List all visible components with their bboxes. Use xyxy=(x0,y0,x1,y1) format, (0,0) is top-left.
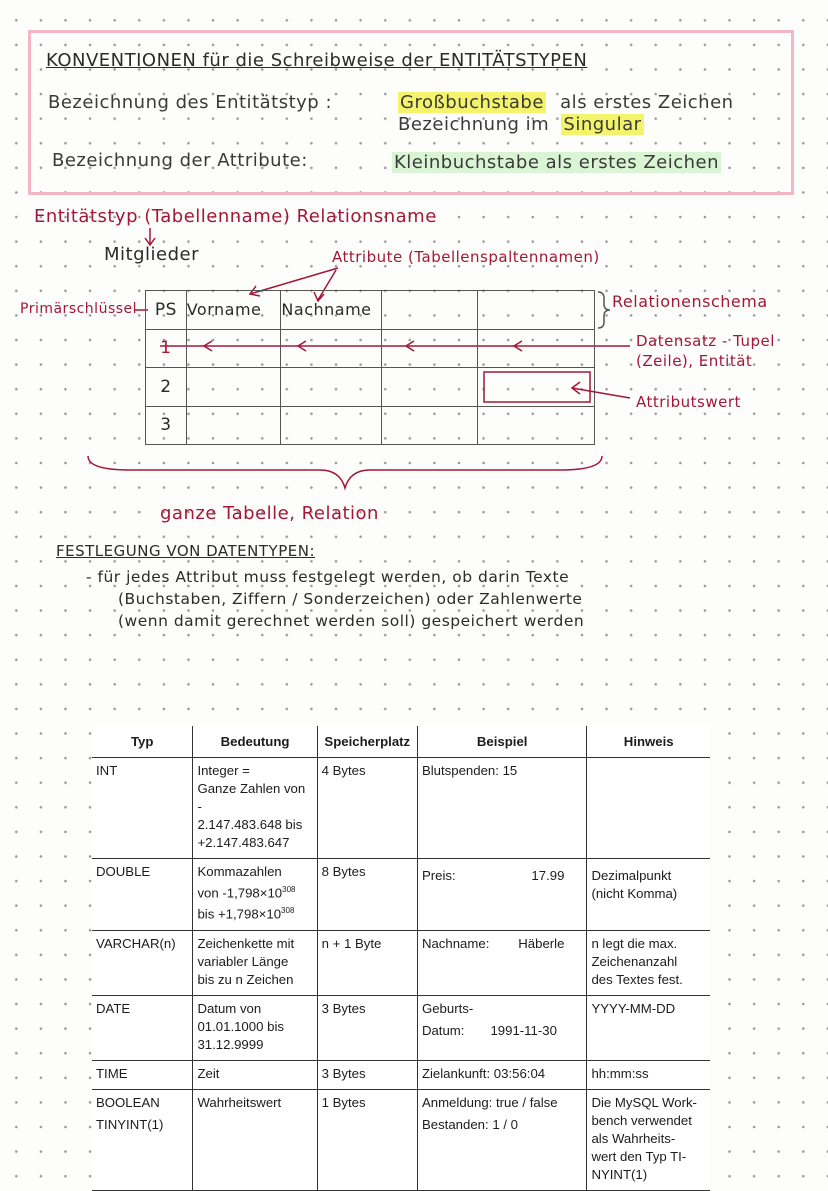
datatypes-line-3: (wenn damit gerechnet werden soll) gespeichert werden xyxy=(118,612,585,630)
primary-key-label: Primärschlüssel xyxy=(20,301,138,317)
attribute-naming-label: Bezeichnung der Attribute: xyxy=(52,150,308,171)
cell-beispiel: Geburts- Datum: 1991-11-30 xyxy=(417,995,587,1060)
entity-type-label: Entitätstyp (Tabellenname) Relationsname xyxy=(34,206,437,227)
datatypes-line-1: - für jedes Attribut muss festgelegt werden, ob darin Texte xyxy=(86,568,570,586)
designation-in-text: Bezeichnung im xyxy=(398,114,550,135)
cell-speicher: n + 1 Byte xyxy=(317,930,417,995)
cell-speicher: 4 Bytes xyxy=(317,758,417,859)
cell-beispiel: Nachname: Häberle xyxy=(417,930,587,995)
empty-header xyxy=(382,291,478,330)
cell-beispiel: Preis: 17.99 xyxy=(417,859,587,931)
table-row xyxy=(92,1089,710,1190)
row-id: 3 xyxy=(146,406,187,445)
col-hinweis: Hinweis xyxy=(587,726,710,758)
first-char-text: als erstes Zeichen xyxy=(560,92,734,113)
cell-speicher: 3 Bytes xyxy=(317,1060,417,1089)
cell-bedeutung: Zeichenkette mit variabler Länge bis zu n Zeichen xyxy=(193,930,317,995)
cell-typ: DATE xyxy=(92,995,193,1060)
cell-beispiel: Anmeldung: true / false Bestanden: 1 / 0 xyxy=(417,1089,587,1190)
table-row xyxy=(92,1060,710,1089)
relation-row xyxy=(146,329,595,368)
col-speicherplatz: Speicherplatz xyxy=(317,726,417,758)
cell-speicher: 1 Bytes xyxy=(317,1089,417,1190)
cell-typ: DOUBLE xyxy=(92,859,193,931)
cell-typ: BOOLEAN TINYINT(1) xyxy=(92,1089,193,1190)
singular-highlight: Singular xyxy=(563,114,642,135)
cell-hinweis: Die MySQL Work- bench verwendet als Wahrheits- wert den Typ TI- NYINT(1) xyxy=(587,1089,710,1190)
entity-row-label: (Zeile), Entität xyxy=(636,352,753,370)
row-id: 2 xyxy=(146,368,187,407)
attributes-label: Attribute (Tabellenspaltennamen) xyxy=(332,248,600,266)
table-row xyxy=(92,930,710,995)
entity-naming-label: Bezeichnung des Entitätstyp : xyxy=(48,92,333,113)
schema-label: Relationenschema xyxy=(612,292,768,311)
cell-speicher: 8 Bytes xyxy=(317,859,417,931)
col-typ: Typ xyxy=(92,726,193,758)
lowercase-highlight: Kleinbuchstabe als erstes Zeichen xyxy=(394,152,720,173)
cell-hinweis: hh:mm:ss xyxy=(587,1060,710,1089)
col-beispiel: Beispiel xyxy=(417,726,587,758)
diagram-arrows xyxy=(0,0,828,540)
cell-hinweis: Dezimalpunkt (nicht Komma) xyxy=(587,859,710,931)
cell-beispiel: Blutspenden: 15 xyxy=(417,758,587,859)
cell-bedeutung: Wahrheitswert xyxy=(193,1089,317,1190)
entity-name: Mitglieder xyxy=(104,244,199,265)
cell-bedeutung: Datum von 01.01.1000 bis 31.12.9999 xyxy=(193,995,317,1060)
relation-row xyxy=(146,406,595,445)
uppercase-highlight: Großbuchstabe xyxy=(400,92,544,113)
datatypes-heading: FESTLEGUNG VON DATENTYPEN: xyxy=(56,542,315,560)
cell-hinweis: n legt die max. Zeichenanzahl des Textes fest. xyxy=(587,930,710,995)
cell-typ: TIME xyxy=(92,1060,193,1089)
cell-hinweis xyxy=(587,758,710,859)
empty-header xyxy=(477,291,594,330)
cell-typ: VARCHAR(n) xyxy=(92,930,193,995)
tuple-label: Datensatz - Tupel xyxy=(636,332,775,350)
cell-bedeutung: Zeit xyxy=(193,1060,317,1089)
cell-speicher: 3 Bytes xyxy=(317,995,417,1060)
table-row xyxy=(92,995,710,1060)
col-bedeutung: Bedeutung xyxy=(193,726,317,758)
conventions-title: KONVENTIONEN für die Schreibweise der ENTITÄTSTYPEN xyxy=(46,50,588,71)
cell-bedeutung: Integer = Ganze Zahlen von - 2.147.483.648 bis +2.147.483.647 xyxy=(193,758,317,859)
table-row xyxy=(92,758,710,859)
lastname-header: Nachname xyxy=(281,291,382,330)
relation-header-row xyxy=(146,291,595,330)
row-id: 1 xyxy=(146,329,187,368)
table-header-row xyxy=(92,726,710,758)
relation-table xyxy=(145,290,595,445)
cell-bedeutung: Kommazahlen von $-1,798\times 10^{308}$ bis $+1,798\times 10^{308}$ xyxy=(193,859,317,931)
firstname-header: Vorname xyxy=(186,291,281,330)
relation-row xyxy=(146,368,595,407)
whole-table-label: ganze Tabelle, Relation xyxy=(160,503,379,524)
cell-typ: INT xyxy=(92,758,193,859)
cell-hinweis: YYYY-MM-DD xyxy=(587,995,710,1060)
datatypes-line-2: (Buchstaben, Ziffern / Sonderzeichen) oder Zahlenwerte xyxy=(118,590,583,608)
cell-beispiel: Zielankunft: 03:56:04 xyxy=(417,1060,587,1089)
table-row xyxy=(92,859,710,931)
datatype-table xyxy=(92,726,710,1191)
attribute-value-label: Attributswert xyxy=(636,393,741,411)
pk-header: PS xyxy=(146,291,187,330)
